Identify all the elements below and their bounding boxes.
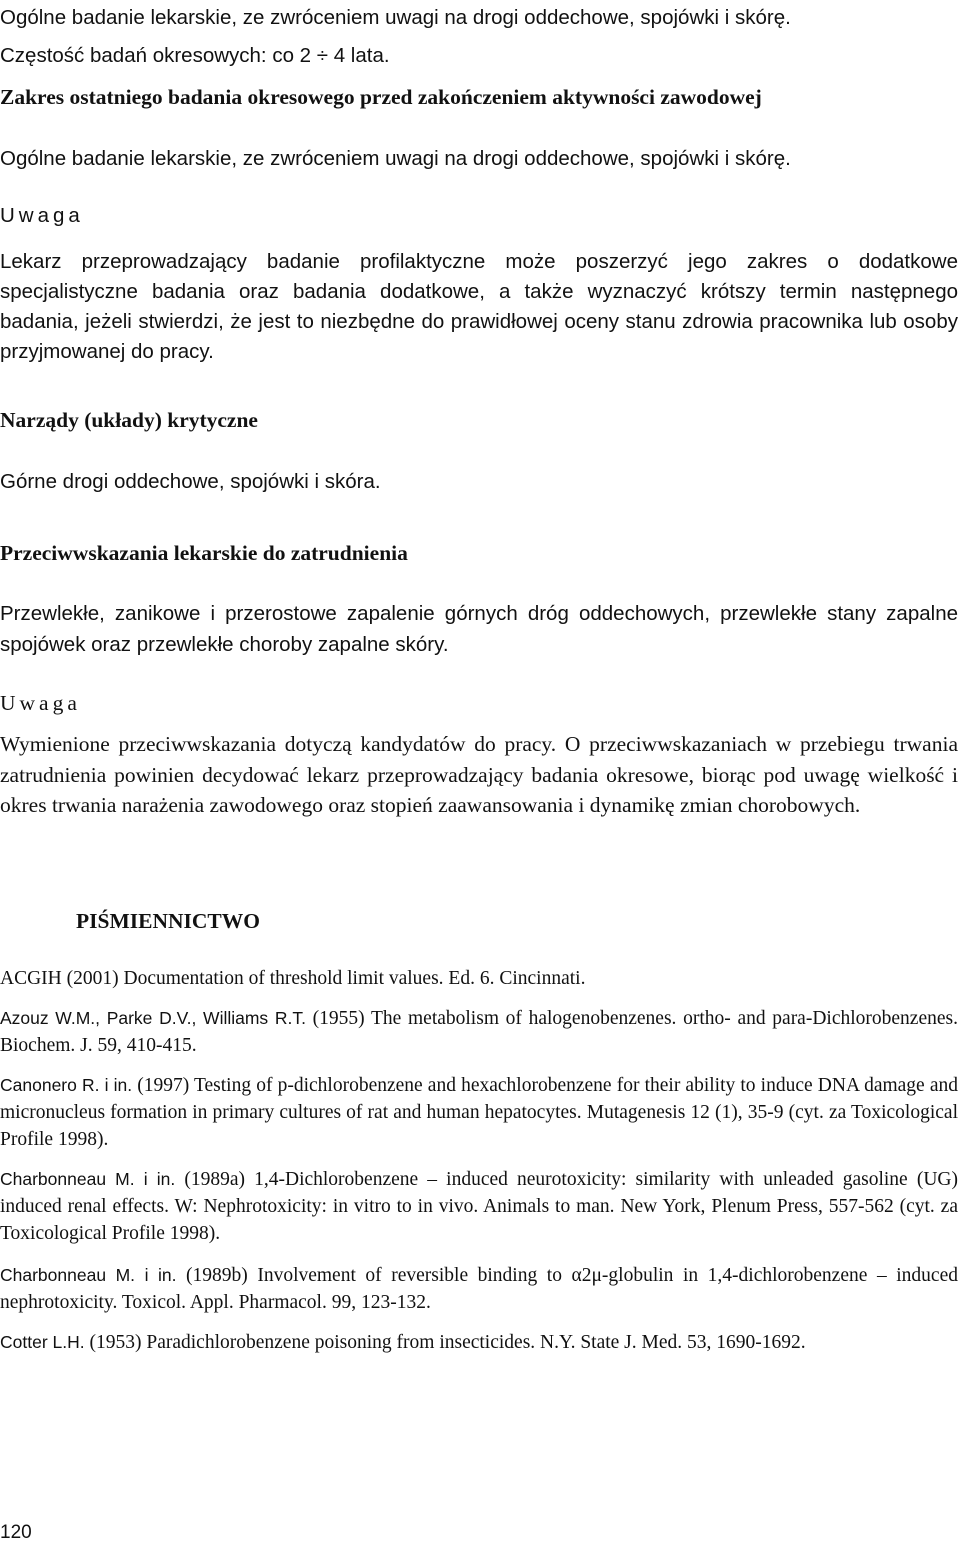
reference-item: Charbonneau M. i in. (1989b) Involvement of reversible binding to α2μ-globulin in 1,4-dichlorobenzene – induced nephrotoxicity. Toxicol. Appl. Pharmacol. 99, 123-132.: [0, 1265, 958, 1313]
references-heading: PIŚMIENNICTWO: [76, 909, 260, 933]
reference-item: Charbonneau M. i in. (1989a) 1,4-Dichlorobenzene – induced neurotoxicity: similarity with unleaded gasoline (UG) induced renal effects. W: Nephrotoxicity: in vitro to in vivo. Animals to man. New York, Plenum Press, 557-562 (cyt. za Toxicological Profile 1998).: [0, 1169, 958, 1244]
reference-item: Cotter L.H. (1953) Paradichlorobenzene poisoning from insecticides. N.Y. State J. Med. 53, 1690-1692.: [0, 1332, 806, 1353]
section-heading: Zakres ostatniego badania okresowego przed zakończeniem aktywności zawodowej: [0, 85, 762, 109]
reference-authors: Charbonneau M. i in.: [0, 1169, 176, 1189]
reference-authors: Charbonneau M. i in.: [0, 1265, 177, 1285]
reference-item: Azouz W.M., Parke D.V., Williams R.T. (1955) The metabolism of halogenobenzenes. ortho- and para-Dichlorobenzenes. Biochem. J. 59, 410-415.: [0, 1008, 958, 1056]
text-line: Górne drogi oddechowe, spojówki i skóra.: [0, 470, 381, 493]
section-heading: Przeciwwskazania lekarskie do zatrudnienia: [0, 541, 408, 565]
reference-authors: Azouz W.M., Parke D.V., Williams R.T.: [0, 1008, 306, 1028]
paragraph: Wymienione przeciwwskazania dotyczą kandydatów do pracy. O przeciwwskazaniach w przebiegu trwania zatrudnienia powinien decydować lekarz przeprowadzający badania okresowe, biorąc pod uwagę wielkość i okres trwania narażenia zawodowego oraz stopień zaawansowania i dynamikę zmian chorobowych.: [0, 732, 958, 817]
section-heading: Narządy (układy) krytyczne: [0, 408, 258, 432]
reference-authors: Cotter L.H.: [0, 1332, 85, 1352]
paragraph: Lekarz przeprowadzający badanie profilaktyczne może poszerzyć jego zakres o dodatkowe specjalistyczne badania oraz badania dodatkowe, a także wyznaczyć krótszy termin następnego badania, jeżeli stwierdzi, że jest to niezbędne do prawidłowej oceny stanu zdrowia pracownika lub osoby przyjmowanej do pracy.: [0, 250, 958, 363]
reference-item: Canonero R. i in. (1997) Testing of p-dichlorobenzene and hexachlorobenzene for their ability to induce DNA damage and micronucleus formation in primary cultures of rat and human hepatocytes. Mutagenesis 12 (1), 35-9 (cyt. za Toxicological Profile 1998).: [0, 1075, 958, 1150]
note-heading: Uwaga: [0, 204, 84, 227]
page-number: 120: [0, 1522, 32, 1543]
note-heading: Uwaga: [0, 691, 81, 715]
paragraph: Przewlekłe, zanikowe i przerostowe zapalenie górnych dróg oddechowych, przewlekłe stany zapalne spojówek oraz przewlekłe choroby zapalne skóry.: [0, 602, 958, 656]
text-line: Ogólne badanie lekarskie, ze zwróceniem uwagi na drogi oddechowe, spojówki i skórę.: [0, 6, 791, 29]
text-line: Ogólne badanie lekarskie, ze zwróceniem uwagi na drogi oddechowe, spojówki i skórę.: [0, 147, 791, 170]
reference-authors: Canonero R. i in.: [0, 1075, 133, 1095]
text-line: Częstość badań okresowych: co 2 ÷ 4 lata.: [0, 44, 390, 67]
reference-item: ACGIH (2001) Documentation of threshold limit values. Ed. 6. Cincinnati.: [0, 968, 586, 989]
